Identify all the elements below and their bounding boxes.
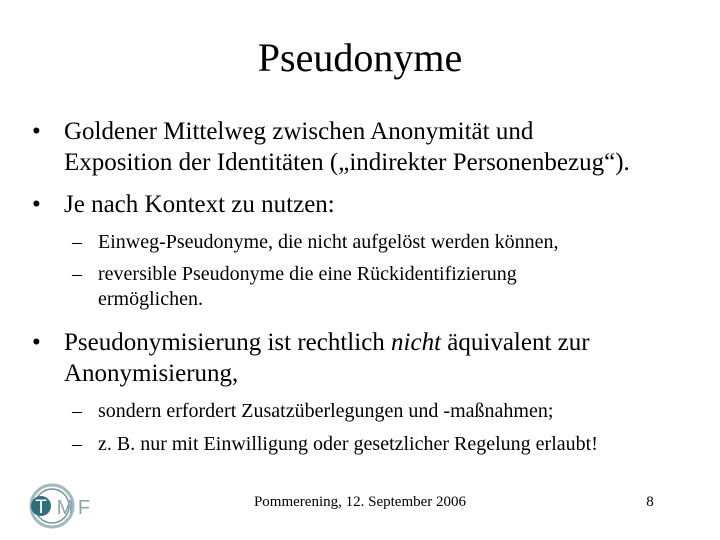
bullet-marker: • (32, 329, 41, 356)
sub-bullet-text (98, 399, 710, 424)
sub-bullet-text (98, 230, 710, 255)
sub-bullet-marker: – (72, 231, 82, 253)
bullet-text (64, 189, 704, 220)
bullet-marker: • (32, 191, 41, 218)
sub-bullet-marker: – (72, 400, 82, 422)
sub-bullet-text (98, 432, 710, 457)
emphasis-text: nicht (391, 329, 442, 356)
bullet-line: Goldener Mittelweg zwischen Anonymität und (64, 118, 534, 145)
logo-letter-t: T (35, 497, 47, 518)
slide-title: Pseudonyme (257, 35, 463, 80)
sub-bullet-text (98, 262, 710, 312)
sub-bullet-line: reversible Pseudonyme die eine Rückidentifizierung (98, 263, 517, 285)
sub-bullet-line: Einweg-Pseudonyme, die nicht aufgelöst werden können, (98, 231, 559, 253)
sub-bullet-line: z. B. nur mit Einwilligung oder gesetzlicher Regelung erlaubt! (98, 433, 598, 455)
tmf-logo (28, 482, 100, 530)
footer-text: Pommerening, 12. September 2006 (253, 494, 467, 510)
bullet-text (64, 116, 704, 178)
logo-letter-m: M (56, 497, 74, 519)
sub-bullet-line: ermöglichen. (98, 288, 203, 310)
sub-bullet-marker: – (72, 433, 82, 455)
sub-bullet-marker: – (72, 263, 82, 285)
bullet-line (64, 327, 704, 358)
bullet-text-run: Pseudonymisierung ist rechtlich (64, 329, 392, 356)
bullet-line: Exposition der Identitäten („indirekter Personenbezug“). (64, 149, 630, 176)
logo-letter-f: F (77, 497, 91, 519)
bullet-line: Je nach Kontext zu nutzen: (64, 191, 335, 218)
bullet-text (64, 327, 704, 389)
bullet-line: Anonymisierung, (64, 360, 239, 387)
page-number: 8 (646, 494, 654, 510)
bullet-marker: • (32, 118, 41, 145)
sub-bullet-line: sondern erfordert Zusatzüberlegungen und -maßnahmen; (98, 400, 554, 422)
bullet-text-run: äquivalent zur (441, 329, 590, 356)
